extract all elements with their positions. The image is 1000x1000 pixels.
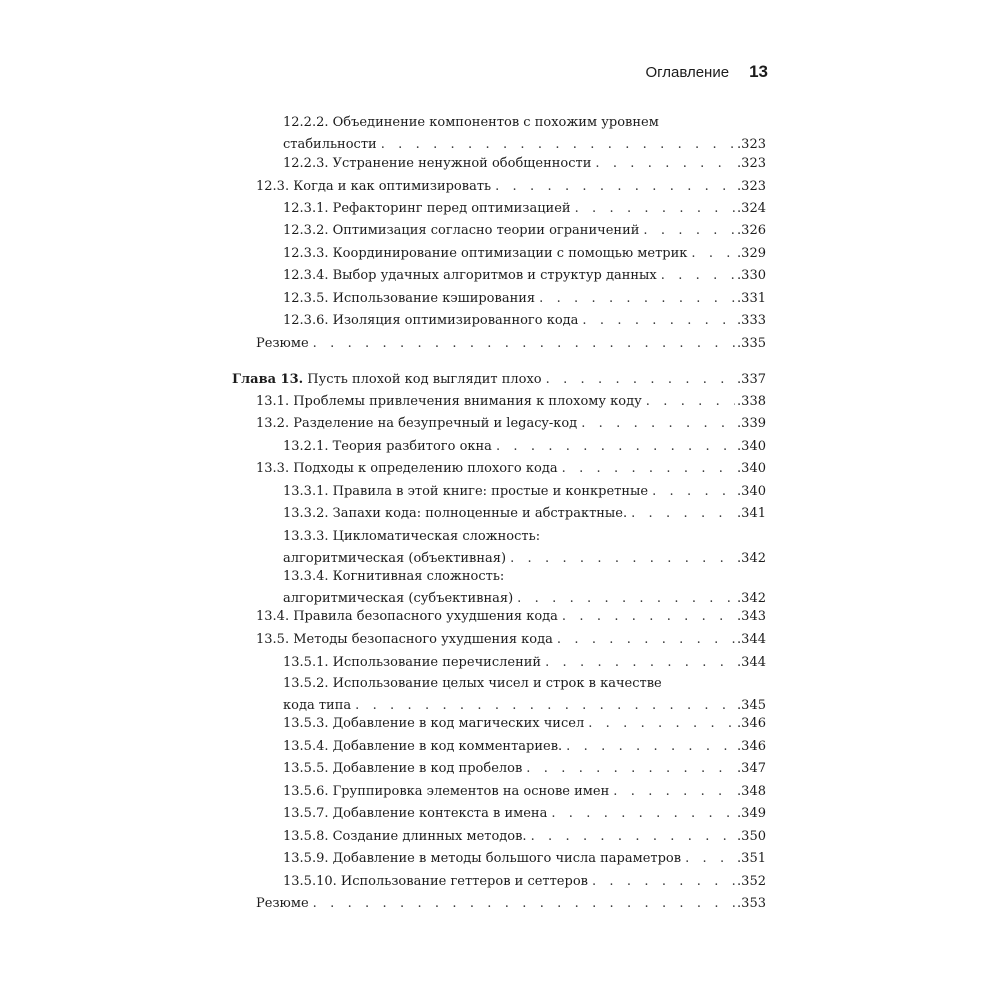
toc-entry-page: .346 [737,716,766,731]
toc-entry-label: 12.3.6. Изоляция оптимизированного кода [283,313,579,328]
toc-entry-page: .323 [737,156,766,171]
toc-entry [283,652,766,674]
toc-entry [283,526,766,570]
toc-entry [256,893,766,915]
dot-leader [313,893,735,915]
toc-entry-first-line: 13.3.3. Цикломатическая сложность: [283,529,541,544]
toc-entry-label: 13.5.1. Использование перечислений [283,655,542,670]
toc-entry-page: .352 [737,874,766,889]
dot-leader [496,436,735,458]
dot-leader [313,333,735,355]
toc-entry [283,198,766,220]
toc-entry-label: 13.5.6. Группировка элементов на основе имен [283,784,610,799]
page-number: 13 [749,62,768,81]
toc-entry [256,176,766,198]
dot-leader [631,503,735,525]
toc-entry-label: 13.5. Методы безопасного ухудшения кода [256,632,553,647]
toc-entry [283,566,766,610]
dot-leader [613,781,735,803]
toc-entry [283,871,766,893]
toc-entry [283,243,766,265]
toc-entry-label: 13.5.4. Добавление в код комментариев. [283,739,563,754]
toc-entry [283,436,766,458]
toc-entry [283,736,766,758]
toc-entry-label: 13.5.10. Использование геттеров и сеттеров [283,874,588,889]
toc-entry-page: .348 [737,784,766,799]
toc-entry [283,310,766,332]
dot-leader [581,413,735,435]
dot-leader [575,198,735,220]
dot-leader [539,288,735,310]
toc-entry-label: 12.3.1. Рефакторинг перед оптимизацией [283,201,571,216]
toc-entry-label: 13.2.1. Теория разбитого окна [283,439,492,454]
toc-entry [283,758,766,780]
toc-entry-page: .345 [737,698,766,713]
dot-leader [531,826,735,848]
running-header [645,62,768,82]
toc-entry-page: .344 [737,632,766,647]
dot-leader [562,606,735,628]
dot-leader [546,369,735,391]
toc-entry-label: 13.3. Подходы к определению плохого кода [256,461,558,476]
dot-leader [592,871,735,893]
dot-leader [646,391,735,413]
toc-entry-label: 12.2.3. Устранение ненужной обобщенности [283,156,592,171]
toc-entry-label: 12.3.4. Выбор удачных алгоритмов и структур данных [283,268,657,283]
dot-leader [582,310,735,332]
toc-entry-label: 12.3.2. Оптимизация согласно теории ограничений [283,223,640,238]
toc-entry-page: .324 [737,201,766,216]
toc-entry-page: .341 [737,506,766,521]
toc-entry-page: .339 [737,416,766,431]
toc-entry-label: 13.1. Проблемы привлечения внимания к плохому коду [256,394,642,409]
toc-entry [256,458,766,480]
toc-entry [283,826,766,848]
toc-entry-first-line: 13.3.4. Когнитивная сложность: [283,569,505,584]
toc-entry-label: 13.3.2. Запахи кода: полноценные и абстрактные. [283,506,628,521]
toc-entry [256,391,766,413]
toc-entry-label: 12.3. Когда и как оптимизировать [256,179,492,194]
toc-entry-label: 12.3.3. Координирование оптимизации с помощью метрик [283,246,688,261]
toc-entry-label: 13.5.8. Создание длинных методов. [283,829,527,844]
dot-leader [643,220,735,242]
toc-entry-label: 13.5.3. Добавление в код магических чисел [283,716,585,731]
toc-entry-label: стабильности [283,137,377,152]
toc-entry-label: 12.3.5. Использование кэширования [283,291,536,306]
toc-entry [256,333,766,355]
toc-entry-page: .346 [737,739,766,754]
toc-entry [256,413,766,435]
toc-entry-page: .333 [737,313,766,328]
toc-entry-label: 13.5.5. Добавление в код пробелов [283,761,523,776]
toc-entry-page: .350 [737,829,766,844]
toc-entry-label: алгоритмическая (субъективная) [283,591,514,606]
toc-entry [283,803,766,825]
dot-leader [557,629,735,651]
dot-leader [588,713,735,735]
dot-leader [685,848,735,870]
toc-entry-page: .353 [737,896,766,911]
toc-entry-page: .337 [737,372,766,387]
toc-entry-page: .340 [737,461,766,476]
toc-entry-chapter [232,369,766,391]
toc-entry-page: .331 [737,291,766,306]
toc-entry-label: алгоритмическая (объективная) [283,551,507,566]
dot-leader [652,481,735,503]
chapter-title: Пусть плохой код выглядит плохо [303,372,542,387]
toc-entry-page: .347 [737,761,766,776]
toc-entry-label [232,369,542,391]
toc-entry-page: .340 [737,484,766,499]
toc-entry-page: .329 [737,246,766,261]
dot-leader [526,758,735,780]
toc-entry-page: .351 [737,851,766,866]
toc-entry-label: 13.3.1. Правила в этой книге: простые и конкретные [283,484,649,499]
toc-entry [283,112,766,156]
toc-entry-label: 13.4. Правила безопасного ухудшения кода [256,609,558,624]
dot-leader [495,176,735,198]
toc-entry [283,153,766,175]
toc-entry [256,606,766,628]
toc-entry [283,288,766,310]
toc-entry [283,713,766,735]
toc-entry-page: .340 [737,439,766,454]
dot-leader [545,652,735,674]
toc-entry-label: Резюме [256,896,309,911]
dot-leader [691,243,735,265]
dot-leader [661,265,735,287]
toc-entry-page: .330 [737,268,766,283]
toc-entry [283,265,766,287]
toc-entry-page: .338 [737,394,766,409]
dot-leader [595,153,735,175]
toc-entry [256,629,766,651]
toc-entry-label: 13.2. Разделение на безупречный и legacy-код [256,416,578,431]
chapter-number: Глава 13. [232,372,304,387]
dot-leader [566,736,735,758]
dot-leader [562,458,735,480]
toc-entry-page: .326 [737,223,766,238]
toc-entry-page: .323 [737,179,766,194]
toc-entry-page: .343 [737,609,766,624]
toc-entry-first-line: 13.5.2. Использование целых чисел и строк в качестве [283,676,662,691]
toc-entry [283,848,766,870]
toc-entry-label: Резюме [256,336,309,351]
toc-entry [283,503,766,525]
running-header-title: Оглавление [645,64,730,81]
toc-entry-page: .349 [737,806,766,821]
toc-entry-page: .342 [737,551,766,566]
toc-entry [283,673,766,717]
toc-entry-label: 13.5.7. Добавление контекста в имена [283,806,548,821]
toc-entry-page: .342 [737,591,766,606]
toc-entry-label: кода типа [283,698,352,713]
toc-entry [283,481,766,503]
toc-entry [283,220,766,242]
toc-entry-label: 13.5.9. Добавление в методы большого числа параметров [283,851,682,866]
toc-entry-page: .323 [737,137,766,152]
toc-entry-page: .335 [737,336,766,351]
toc-entry-page: .344 [737,655,766,670]
toc-entry-first-line: 12.2.2. Объединение компонентов с похожим уровнем [283,115,659,130]
dot-leader [551,803,735,825]
toc-entry [283,781,766,803]
